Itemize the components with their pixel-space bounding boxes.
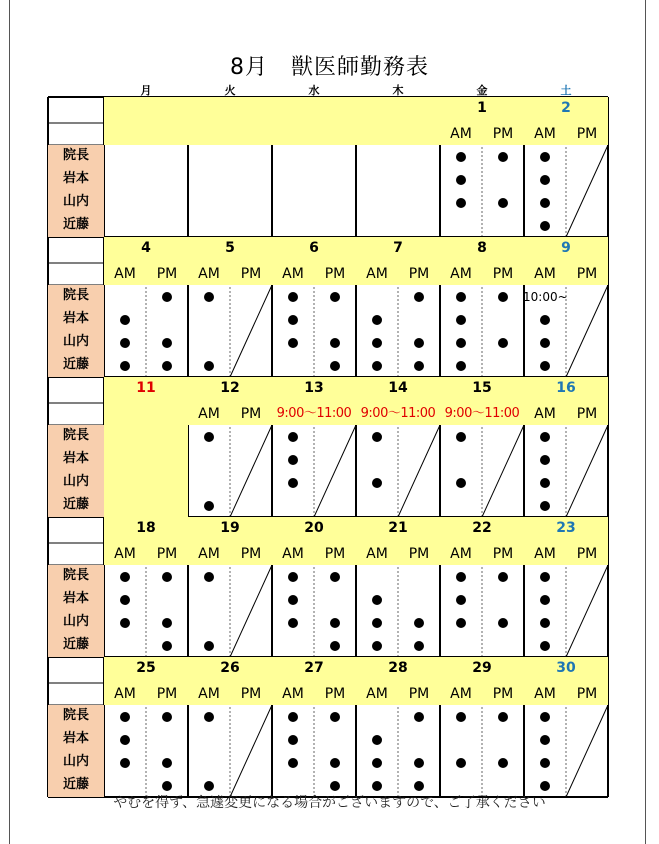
day-number: 20 — [272, 517, 356, 543]
pm-label: PM — [230, 403, 272, 425]
am-attendance-dot — [288, 735, 298, 745]
day-number: 2 — [524, 97, 608, 123]
pm-attendance-dot — [330, 712, 340, 722]
am-attendance-dot — [540, 712, 550, 722]
pm-label: PM — [230, 543, 272, 565]
pm-label: PM — [146, 683, 188, 705]
am-attendance-dot — [456, 198, 466, 208]
pm-attendance-dot — [162, 641, 172, 651]
am-attendance-dot — [204, 641, 214, 651]
am-attendance-dot — [372, 361, 382, 371]
pm-label: PM — [230, 263, 272, 285]
pm-closed-diagonal — [230, 285, 272, 377]
am-attendance-dot — [540, 641, 550, 651]
pm-label: PM — [482, 263, 524, 285]
day-number: 7 — [356, 237, 440, 263]
staff-name: 山内 — [48, 191, 104, 214]
am-label: AM — [524, 403, 566, 425]
am-label: AM — [440, 543, 482, 565]
staff-name: 院長 — [48, 145, 104, 168]
am-attendance-dot — [540, 198, 550, 208]
am-attendance-dot — [456, 758, 466, 768]
pm-attendance-dot — [330, 338, 340, 348]
am-label: AM — [524, 543, 566, 565]
pm-label: PM — [314, 263, 356, 285]
am-attendance-dot — [120, 315, 130, 325]
am-label: AM — [272, 263, 314, 285]
pm-attendance-dot — [414, 338, 424, 348]
am-attendance-dot — [204, 501, 214, 511]
name-header-blank — [48, 237, 104, 285]
am-attendance-dot — [288, 338, 298, 348]
day-number — [272, 97, 356, 123]
staff-name: 近藤 — [48, 494, 104, 517]
am-label: AM — [524, 263, 566, 285]
am-attendance-dot — [540, 152, 550, 162]
pm-closed-diagonal — [566, 425, 608, 517]
am-label: AM — [524, 123, 566, 145]
am-attendance-dot — [540, 501, 550, 511]
special-hours-label: 9:00～11:00 — [444, 406, 520, 421]
day-number: 30 — [524, 657, 608, 683]
am-attendance-dot — [540, 758, 550, 768]
day-number: 23 — [524, 517, 608, 543]
pm-label: PM — [482, 123, 524, 145]
am-attendance-dot — [372, 781, 382, 791]
am-attendance-dot — [204, 712, 214, 722]
pm-attendance-dot — [414, 758, 424, 768]
staff-name: 近藤 — [48, 214, 104, 237]
day-number: 19 — [188, 517, 272, 543]
pm-closed-diagonal — [566, 565, 608, 657]
am-attendance-dot — [372, 595, 382, 605]
special-hours-label: 9:00～11:00 — [360, 406, 436, 421]
am-attendance-dot — [288, 758, 298, 768]
am-label: AM — [188, 403, 230, 425]
am-attendance-dot — [288, 292, 298, 302]
name-header-blank — [48, 517, 104, 565]
pm-closed-diagonal — [314, 425, 356, 517]
weekday-fri: 金 — [476, 84, 488, 97]
pm-label: PM — [398, 263, 440, 285]
left-frame-line — [9, 0, 10, 844]
am-attendance-dot — [372, 432, 382, 442]
am-attendance-dot — [456, 361, 466, 371]
day-number: 8 — [440, 237, 524, 263]
pm-closed-diagonal — [566, 705, 608, 797]
am-attendance-dot — [120, 758, 130, 768]
day-number: 21 — [356, 517, 440, 543]
am-attendance-dot — [120, 595, 130, 605]
day-number: 14 — [356, 377, 440, 403]
staff-name: 岩本 — [48, 168, 104, 191]
pm-attendance-dot — [498, 338, 508, 348]
am-attendance-dot — [372, 338, 382, 348]
pm-attendance-dot — [330, 618, 340, 628]
right-frame-line — [645, 0, 646, 844]
day-number: 29 — [440, 657, 524, 683]
pm-attendance-dot — [498, 152, 508, 162]
am-attendance-dot — [540, 478, 550, 488]
am-attendance-dot — [540, 781, 550, 791]
day-number — [104, 97, 188, 123]
pm-label: PM — [230, 683, 272, 705]
pm-attendance-dot — [414, 641, 424, 651]
am-attendance-dot — [456, 315, 466, 325]
pm-attendance-dot — [330, 641, 340, 651]
day-number: 15 — [440, 377, 524, 403]
day-number: 9 — [524, 237, 608, 263]
name-header-blank — [48, 657, 104, 705]
ampm-row — [272, 123, 356, 145]
am-label: AM — [188, 263, 230, 285]
pm-label: PM — [314, 683, 356, 705]
am-attendance-dot — [456, 572, 466, 582]
am-attendance-dot — [372, 758, 382, 768]
am-label: AM — [440, 123, 482, 145]
staff-name: 岩本 — [48, 308, 104, 331]
pm-attendance-dot — [162, 781, 172, 791]
am-label: AM — [104, 683, 146, 705]
am-attendance-dot — [288, 618, 298, 628]
pm-attendance-dot — [330, 758, 340, 768]
day-number: 1 — [440, 97, 524, 123]
pm-attendance-dot — [330, 361, 340, 371]
day-number: 26 — [188, 657, 272, 683]
pm-label: PM — [482, 543, 524, 565]
pm-label: PM — [146, 263, 188, 285]
pm-attendance-dot — [498, 292, 508, 302]
am-label: AM — [104, 263, 146, 285]
staff-name: 山内 — [48, 331, 104, 354]
am-attendance-dot — [540, 595, 550, 605]
pm-label: PM — [398, 543, 440, 565]
am-label: AM — [440, 683, 482, 705]
weekday-mon: 月 — [140, 84, 152, 97]
am-attendance-dot — [288, 315, 298, 325]
am-attendance-dot — [204, 432, 214, 442]
am-attendance-dot — [540, 572, 550, 582]
day-number: 5 — [188, 237, 272, 263]
staff-name: 岩本 — [48, 728, 104, 751]
am-attendance-dot — [540, 455, 550, 465]
am-attendance-dot — [204, 781, 214, 791]
day-number: 12 — [188, 377, 272, 403]
pm-attendance-dot — [162, 361, 172, 371]
staff-name: 院長 — [48, 425, 104, 448]
am-label: AM — [104, 543, 146, 565]
am-attendance-dot — [540, 735, 550, 745]
am-attendance-dot — [120, 712, 130, 722]
am-attendance-dot — [120, 361, 130, 371]
pm-label: PM — [398, 683, 440, 705]
am-attendance-dot — [540, 175, 550, 185]
day-number: 22 — [440, 517, 524, 543]
weekday-sat: 土 — [560, 84, 572, 97]
weekday-thu: 木 — [392, 84, 404, 97]
am-attendance-dot — [288, 455, 298, 465]
day-number — [188, 97, 272, 123]
am-label: AM — [356, 263, 398, 285]
pm-label: PM — [566, 683, 608, 705]
am-attendance-dot — [456, 478, 466, 488]
staff-name: 院長 — [48, 705, 104, 728]
staff-name: 山内 — [48, 611, 104, 634]
pm-attendance-dot — [162, 712, 172, 722]
day-number: 18 — [104, 517, 188, 543]
pm-attendance-dot — [498, 572, 508, 582]
staff-name: 近藤 — [48, 634, 104, 657]
am-label: AM — [272, 543, 314, 565]
staff-name: 山内 — [48, 471, 104, 494]
am-label: AM — [524, 683, 566, 705]
am-label: AM — [356, 683, 398, 705]
am-attendance-dot — [456, 712, 466, 722]
am-attendance-dot — [372, 618, 382, 628]
pm-attendance-dot — [414, 292, 424, 302]
name-header-blank — [48, 377, 104, 425]
footer-note: やむを得ず、急遽変更になる場合がございますので、ご了承ください — [113, 795, 546, 811]
pm-attendance-dot — [498, 618, 508, 628]
day-number: 16 — [524, 377, 608, 403]
pm-label: PM — [566, 263, 608, 285]
pm-closed-diagonal — [566, 145, 608, 237]
staff-name: 近藤 — [48, 354, 104, 377]
pm-label: PM — [482, 683, 524, 705]
staff-name: 院長 — [48, 565, 104, 588]
pm-attendance-dot — [498, 198, 508, 208]
pm-closed-diagonal — [230, 425, 272, 517]
ampm-row — [188, 123, 272, 145]
pm-closed-diagonal — [230, 705, 272, 797]
pm-attendance-dot — [498, 758, 508, 768]
pm-attendance-dot — [330, 292, 340, 302]
pm-attendance-dot — [414, 781, 424, 791]
am-attendance-dot — [120, 618, 130, 628]
page-title: 8月 獣医師勤務表 — [230, 55, 429, 80]
pm-attendance-dot — [414, 712, 424, 722]
day-number: 25 — [104, 657, 188, 683]
am-attendance-dot — [204, 361, 214, 371]
am-label: AM — [272, 683, 314, 705]
pm-label: PM — [566, 543, 608, 565]
am-start-time-note: 10:00~ — [523, 289, 568, 304]
special-hours-label: 9:00～11:00 — [276, 406, 352, 421]
am-attendance-dot — [372, 641, 382, 651]
am-attendance-dot — [456, 338, 466, 348]
day-number: 27 — [272, 657, 356, 683]
pm-attendance-dot — [330, 572, 340, 582]
am-attendance-dot — [120, 735, 130, 745]
am-attendance-dot — [540, 315, 550, 325]
am-label: AM — [440, 263, 482, 285]
am-attendance-dot — [204, 572, 214, 582]
am-attendance-dot — [120, 572, 130, 582]
am-attendance-dot — [288, 712, 298, 722]
staff-name: 院長 — [48, 285, 104, 308]
am-attendance-dot — [456, 595, 466, 605]
pm-attendance-dot — [162, 618, 172, 628]
day-number — [356, 97, 440, 123]
ampm-row — [104, 123, 188, 145]
pm-attendance-dot — [414, 618, 424, 628]
schedule-table — [48, 97, 606, 792]
pm-closed-diagonal — [230, 565, 272, 657]
weekday-tue: 火 — [224, 84, 236, 97]
staff-name: 岩本 — [48, 448, 104, 471]
am-label: AM — [188, 683, 230, 705]
pm-label: PM — [314, 543, 356, 565]
am-attendance-dot — [288, 432, 298, 442]
pm-attendance-dot — [162, 338, 172, 348]
pm-attendance-dot — [414, 361, 424, 371]
am-attendance-dot — [456, 175, 466, 185]
am-attendance-dot — [372, 478, 382, 488]
am-attendance-dot — [204, 292, 214, 302]
pm-label: PM — [566, 123, 608, 145]
pm-attendance-dot — [162, 758, 172, 768]
day-number: 13 — [272, 377, 356, 403]
day-number: 6 — [272, 237, 356, 263]
weekday-wed: 水 — [308, 84, 320, 97]
am-label: AM — [356, 543, 398, 565]
pm-closed-diagonal — [566, 285, 608, 377]
pm-closed-diagonal — [398, 425, 440, 517]
ampm-row — [356, 123, 440, 145]
am-attendance-dot — [540, 432, 550, 442]
am-attendance-dot — [456, 152, 466, 162]
pm-attendance-dot — [162, 292, 172, 302]
am-attendance-dot — [288, 572, 298, 582]
am-attendance-dot — [372, 315, 382, 325]
pm-label: PM — [566, 403, 608, 425]
am-attendance-dot — [372, 735, 382, 745]
staff-name: 山内 — [48, 751, 104, 774]
pm-closed-diagonal — [482, 425, 524, 517]
am-attendance-dot — [288, 478, 298, 488]
pm-attendance-dot — [498, 712, 508, 722]
am-attendance-dot — [456, 292, 466, 302]
closed-day-block — [104, 403, 188, 517]
staff-name: 岩本 — [48, 588, 104, 611]
am-attendance-dot — [288, 595, 298, 605]
day-number: 4 — [104, 237, 188, 263]
pm-attendance-dot — [162, 572, 172, 582]
am-attendance-dot — [540, 361, 550, 371]
am-attendance-dot — [456, 432, 466, 442]
am-attendance-dot — [120, 338, 130, 348]
pm-attendance-dot — [330, 781, 340, 791]
day-number: 28 — [356, 657, 440, 683]
am-attendance-dot — [456, 618, 466, 628]
staff-name: 近藤 — [48, 774, 104, 797]
am-attendance-dot — [540, 618, 550, 628]
am-attendance-dot — [540, 221, 550, 231]
day-number: 11 — [104, 377, 188, 403]
am-label: AM — [188, 543, 230, 565]
am-attendance-dot — [540, 338, 550, 348]
pm-label: PM — [146, 543, 188, 565]
name-header-blank — [48, 97, 104, 145]
